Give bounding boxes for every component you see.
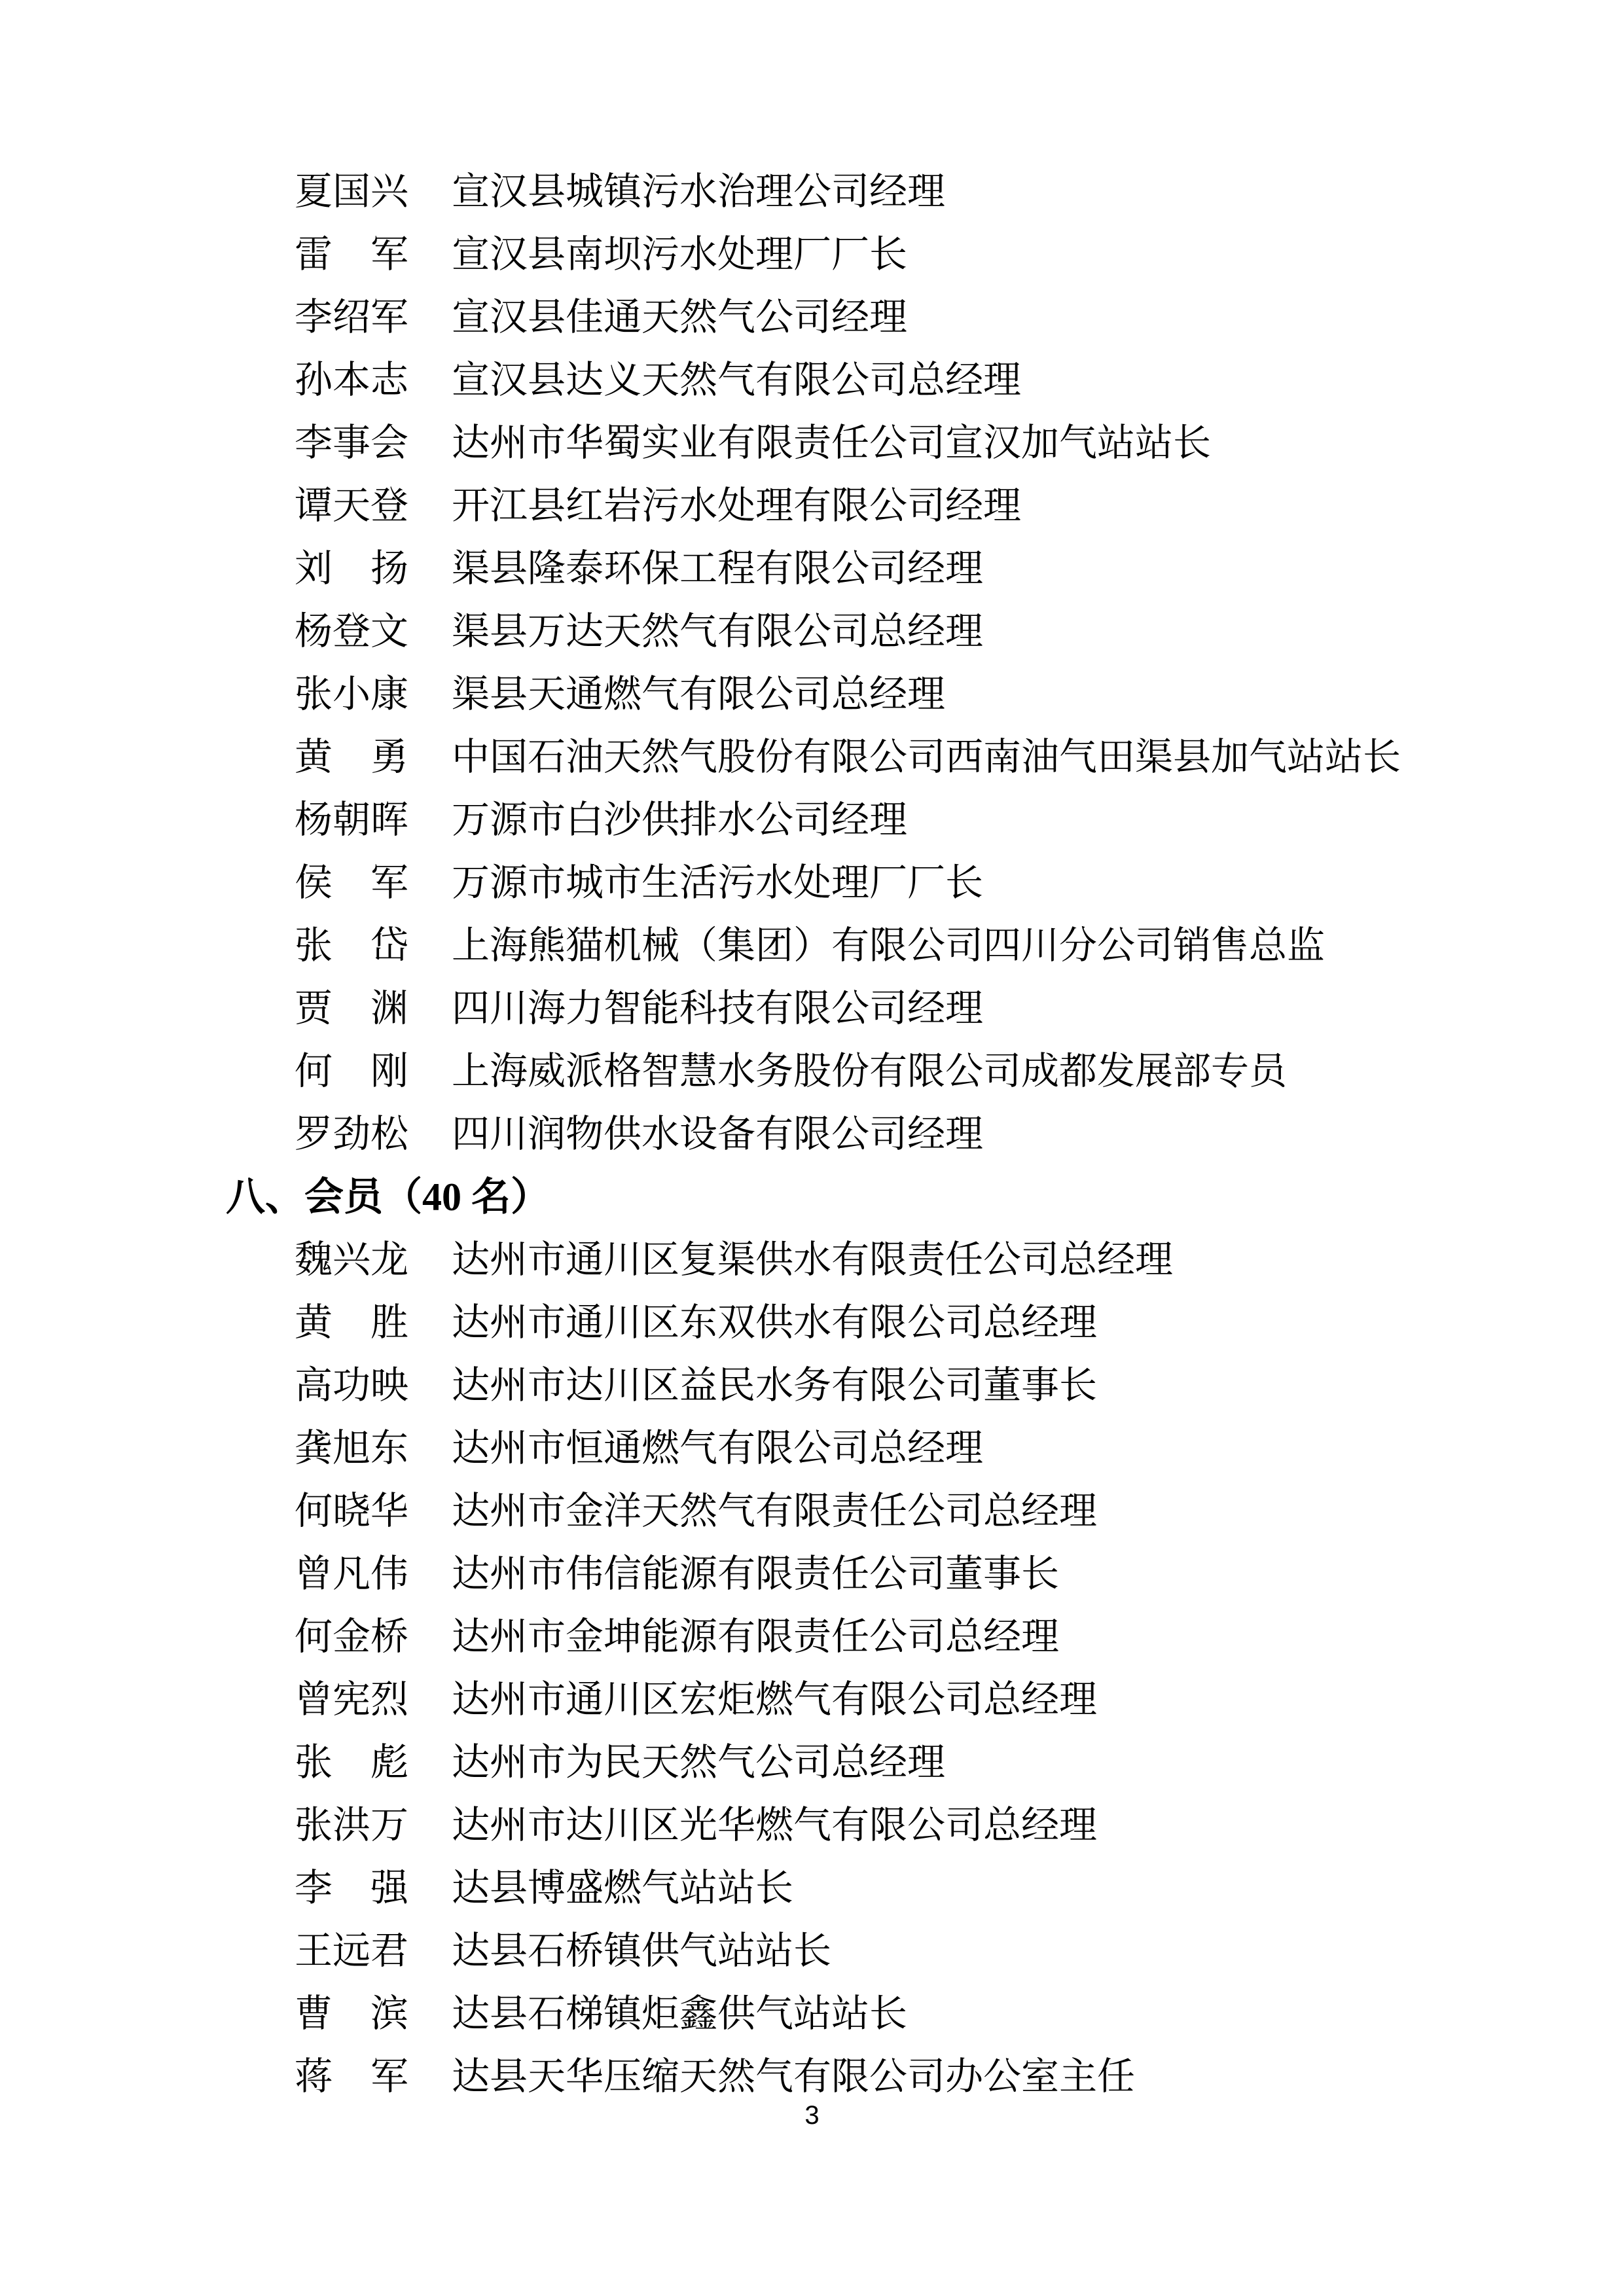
roster-row: [0, 160, 1624, 223]
member-title: 渠县隆泰环保工程有限公司经理: [452, 547, 984, 590]
member-title: 达县石梯镇炬鑫供气站站长: [452, 1992, 908, 2035]
roster-content: [0, 160, 1624, 2108]
member-title: 达州市金坤能源有限责任公司总经理: [452, 1615, 1060, 1658]
member-title: 达州市金洋天然气有限责任公司总经理: [452, 1490, 1098, 1532]
roster-row: [0, 1040, 1624, 1103]
member-name: 何 刚: [295, 1050, 409, 1092]
member-name: 蒋 军: [295, 2055, 409, 2098]
member-title: 达州市伟信能源有限责任公司董事长: [452, 1552, 1060, 1595]
member-name: 侯 军: [295, 861, 409, 904]
member-title: 达县博盛燃气站站长: [452, 1867, 794, 1909]
member-title: 开江县红岩污水处理有限公司经理: [452, 484, 1022, 527]
member-row: [0, 1668, 1624, 1731]
member-title: 宣汉县南坝污水处理厂厂长: [452, 233, 908, 276]
roster-row: [0, 663, 1624, 726]
member-title: 四川海力智能科技有限公司经理: [452, 987, 984, 1030]
member-name: 龚旭东: [295, 1427, 409, 1469]
member-row: [0, 1731, 1624, 1794]
member-title: 达县石桥镇供气站站长: [452, 1929, 832, 1972]
member-row: [0, 1354, 1624, 1417]
roster-row: [0, 600, 1624, 663]
roster-row: [0, 412, 1624, 475]
member-title: 达州市达川区光华燃气有限公司总经理: [452, 1804, 1098, 1846]
roster-row: [0, 349, 1624, 412]
roster-row: [0, 977, 1624, 1040]
member-row: [0, 1920, 1624, 1982]
member-title: 宣汉县城镇污水治理公司经理: [452, 170, 946, 213]
member-name: 张小康: [295, 673, 409, 715]
member-name: 孙本志: [295, 359, 409, 401]
member-title: 达州市通川区宏炬燃气有限公司总经理: [452, 1678, 1098, 1721]
member-name: 曾宪烈: [295, 1678, 409, 1721]
member-title: 达州市恒通燃气有限公司总经理: [452, 1427, 984, 1469]
roster-row: [0, 852, 1624, 914]
member-name: 王远君: [295, 1929, 409, 1972]
roster-row: [0, 475, 1624, 537]
member-name: 雷 军: [295, 233, 409, 276]
member-title: 达州市为民天然气公司总经理: [452, 1741, 946, 1784]
roster-row: [0, 223, 1624, 286]
member-row: [0, 1857, 1624, 1920]
section-heading: 八、会员（40 名）: [226, 1175, 550, 1219]
roster-row: [0, 286, 1624, 349]
member-title: 渠县天通燃气有限公司总经理: [452, 673, 946, 715]
member-name: 李绍军: [295, 296, 409, 338]
member-row: [0, 1543, 1624, 1605]
member-name: 何金桥: [295, 1615, 409, 1658]
member-name: 何晓华: [295, 1490, 409, 1532]
member-row: [0, 1605, 1624, 1668]
member-name: 贾 渊: [295, 987, 409, 1030]
member-title: 达州市华蜀实业有限责任公司宣汉加气站站长: [452, 422, 1212, 464]
page-number: 3: [804, 2101, 820, 2130]
member-name: 刘 扬: [295, 547, 409, 590]
member-name: 李 强: [295, 1867, 409, 1909]
member-name: 曾凡伟: [295, 1552, 409, 1595]
member-name: 魏兴龙: [295, 1238, 409, 1281]
member-title: 达县天华压缩天然气有限公司办公室主任: [452, 2055, 1136, 2098]
member-name: 黄 勇: [295, 736, 409, 778]
member-title: 宣汉县达义天然气有限公司总经理: [452, 359, 1022, 401]
member-row: [0, 1982, 1624, 2045]
roster-row: [0, 537, 1624, 600]
member-name: 高功映: [295, 1364, 409, 1407]
member-title: 宣汉县佳通天然气公司经理: [452, 296, 908, 338]
member-name: 杨登文: [295, 610, 409, 653]
member-title: 达州市达川区益民水务有限公司董事长: [452, 1364, 1098, 1407]
member-title: 达州市通川区复渠供水有限责任公司总经理: [452, 1238, 1174, 1281]
roster-row: [0, 914, 1624, 977]
roster-row: [0, 1103, 1624, 1166]
member-row: [0, 1229, 1624, 1291]
member-row: [0, 1291, 1624, 1354]
member-name: 曹 滨: [295, 1992, 409, 2035]
roster-row: [0, 789, 1624, 852]
member-row: [0, 1417, 1624, 1480]
member-title: 达州市通川区东双供水有限公司总经理: [452, 1301, 1098, 1344]
member-name: 谭天登: [295, 484, 409, 527]
member-title: 上海熊猫机械（集团）有限公司四川分公司销售总监: [452, 924, 1326, 967]
member-title: 万源市城市生活污水处理厂厂长: [452, 861, 984, 904]
member-title: 中国石油天然气股份有限公司西南油气田渠县加气站站长: [452, 736, 1401, 778]
member-row: [0, 1480, 1624, 1543]
member-name: 夏国兴: [295, 170, 409, 213]
member-title: 万源市白沙供排水公司经理: [452, 798, 908, 841]
member-name: 罗劲松: [295, 1113, 409, 1155]
member-name: 张洪万: [295, 1804, 409, 1846]
member-title: 四川润物供水设备有限公司经理: [452, 1113, 984, 1155]
roster-row: [0, 726, 1624, 789]
member-name: 李事会: [295, 422, 409, 464]
member-name: 张 岱: [295, 924, 409, 967]
member-title: 上海威派格智慧水务股份有限公司成都发展部专员: [452, 1050, 1288, 1092]
member-title: 渠县万达天然气有限公司总经理: [452, 610, 984, 653]
member-name: 杨朝晖: [295, 798, 409, 841]
member-name: 张 彪: [295, 1741, 409, 1784]
member-name: 黄 胜: [295, 1301, 409, 1344]
member-row: [0, 1794, 1624, 1857]
